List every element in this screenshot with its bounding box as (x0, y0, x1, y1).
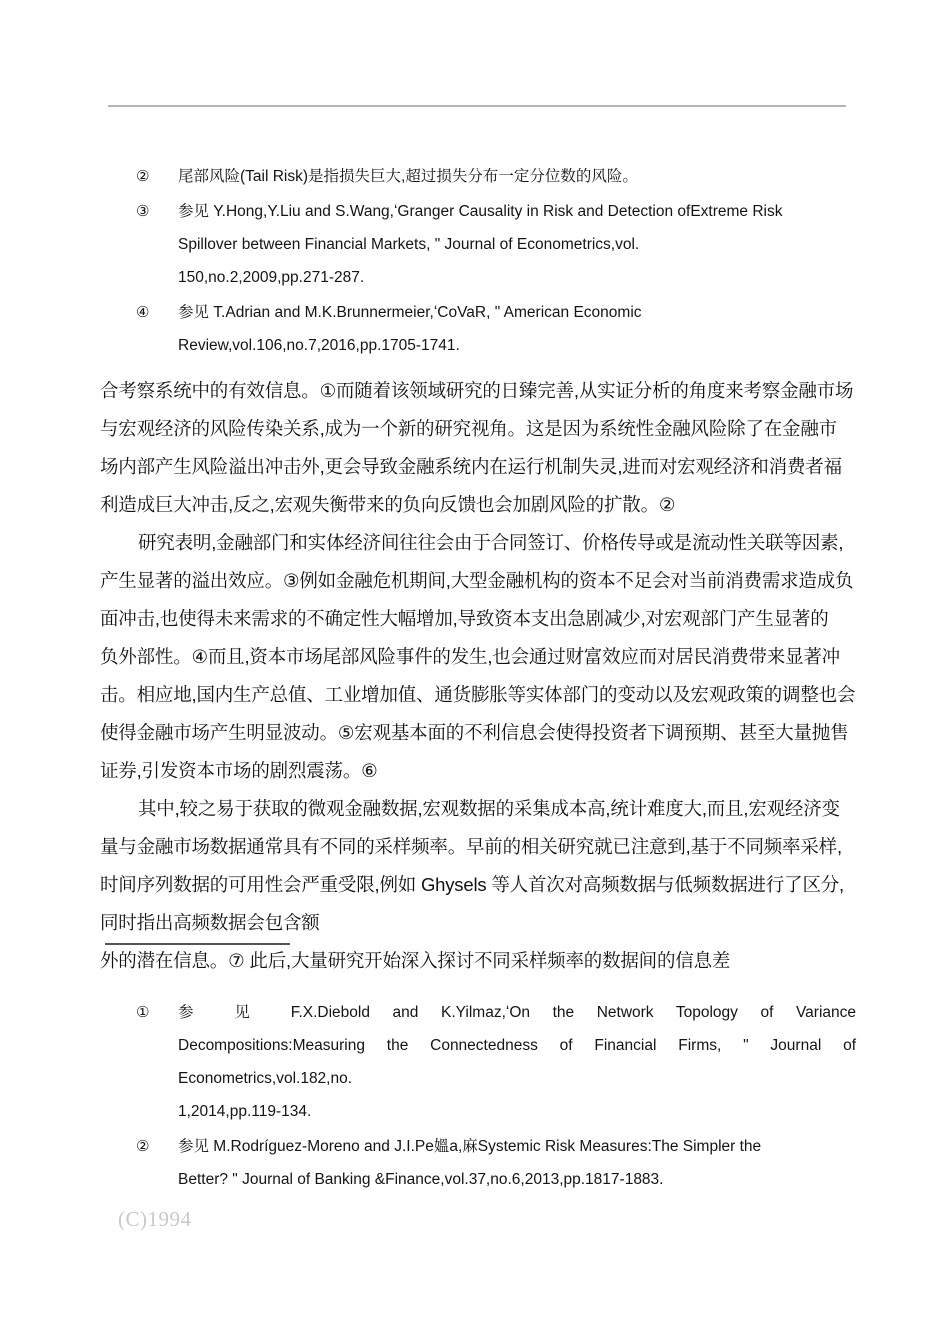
footnote-marker: ② (136, 168, 150, 185)
bottom-footnote-list (136, 996, 856, 1198)
body-line: 其中,较之易于获取的微观金融数据,宏观数据的采集成本高,统计难度大,而且,宏观经济变 (138, 798, 840, 819)
body-line: 研究表明,金融部门和实体经济间往往会由于合同签订、价格传导或是流动性关联等因素, (138, 532, 844, 553)
footnote-line: 150,no.2,2009,pp.271-287. (178, 269, 365, 286)
body-line: 证券,引发资本市场的剧烈震荡。⑥ (100, 760, 378, 781)
body-paragraph (100, 372, 858, 524)
footnote-item (136, 160, 852, 193)
body-line: 外的潜在信息。⑦ 此后,大量研究开始深入探讨不同采样频率的数据间的信息差 (100, 950, 731, 971)
footnote-line: Better? " Journal of Banking &Finance,vol.37,no.6,2013,pp.1817-1883. (178, 1171, 664, 1188)
body-line: 与宏观经济的风险传染关系,成为一个新的研究视角。这是因为系统性金融风险除了在金融市 (100, 418, 837, 439)
footnote-separator-rule (105, 943, 290, 945)
footnote-line: 参见 Y.Hong,Y.Liu and S.Wang,ʻGranger Causality in Risk and Detection ofExtreme Risk (178, 203, 783, 220)
body-line: 同时指出高频数据会包含额 (100, 912, 320, 933)
body-line: 场内部产生风险溢出冲击外,更会导致金融系统内在运行机制失灵,进而对宏观经济和消费者福 (100, 456, 842, 477)
footnote-item (136, 195, 852, 294)
header-divider-rule (108, 105, 846, 107)
footnote-line: 参见 M.Rodríguez-Moreno and J.I.Pe媼a,麻Systemic Risk Measures:The Simpler the (178, 1138, 762, 1155)
footnote-line: Spillover between Financial Markets, " Journal of Econometrics,vol. (178, 236, 640, 253)
body-line: 击。相应地,国内生产总值、工业增加值、通货膨胀等实体部门的变动以及宏观政策的调整也会 (100, 684, 856, 705)
footnote-item (136, 296, 852, 362)
footnote-line: Econometrics,vol.182,no. (178, 1070, 353, 1087)
footnote-line: 1,2014,pp.119-134. (178, 1103, 312, 1120)
footnote-item (136, 996, 856, 1128)
footnote-line: 尾部风险(Tail Risk)是指损失巨大,超过损失分布一定分位数的风险。 (178, 168, 638, 185)
footnote-marker: ④ (136, 304, 150, 321)
body-line: 合考察系统中的有效信息。①而随着该领域研究的日臻完善,从实证分析的角度来考察金融市场 (100, 380, 854, 401)
footnote-line: Review,vol.106,no.7,2016,pp.1705-1741. (178, 337, 460, 354)
footnote-marker: ① (136, 1004, 150, 1021)
footnote-line: Decompositions:Measuring the Connectedness of Financial Firms, " Journal of (178, 1037, 856, 1054)
body-paragraph (100, 790, 858, 942)
body-line: 负外部性。④而且,资本市场尾部风险事件的发生,也会通过财富效应而对居民消费带来显著冲 (100, 646, 840, 667)
body-paragraph (100, 942, 858, 980)
footnote-line: 参 见 F.X.Diebold and K.Yilmaz,ʻOn the Network Topology of Variance (178, 1004, 856, 1021)
footnote-marker: ② (136, 1138, 150, 1155)
body-text-container (100, 372, 858, 980)
footnote-item (136, 1130, 856, 1196)
body-paragraph (100, 524, 858, 790)
body-line: 产生显著的溢出效应。③例如金融危机期间,大型金融机构的资本不足会对当前消费需求造成负 (100, 570, 854, 591)
body-line: 使得金融市场产生明显波动。⑤宏观基本面的不利信息会使得投资者下调预期、甚至大量抛售 (100, 722, 849, 743)
body-line: 时间序列数据的可用性会严重受限,例如 Ghysels 等人首次对高频数据与低频数据进行了区分, (100, 874, 844, 895)
copyright-watermark: (C)1994 (118, 1207, 192, 1231)
body-line: 利造成巨大冲击,反之,宏观失衡带来的负向反馈也会加剧风险的扩散。② (100, 494, 676, 515)
body-line: 量与金融市场数据通常具有不同的采样频率。早前的相关研究就已注意到,基于不同频率采样, (100, 836, 842, 857)
footnote-marker: ③ (136, 203, 150, 220)
top-footnote-list (136, 160, 852, 364)
footnote-line: 参见 T.Adrian and M.K.Brunnermeier,ʻCoVaR, " American Economic (178, 304, 642, 321)
body-line: 面冲击,也使得未来需求的不确定性大幅增加,导致资本支出急剧减少,对宏观部门产生显著的 (100, 608, 829, 629)
